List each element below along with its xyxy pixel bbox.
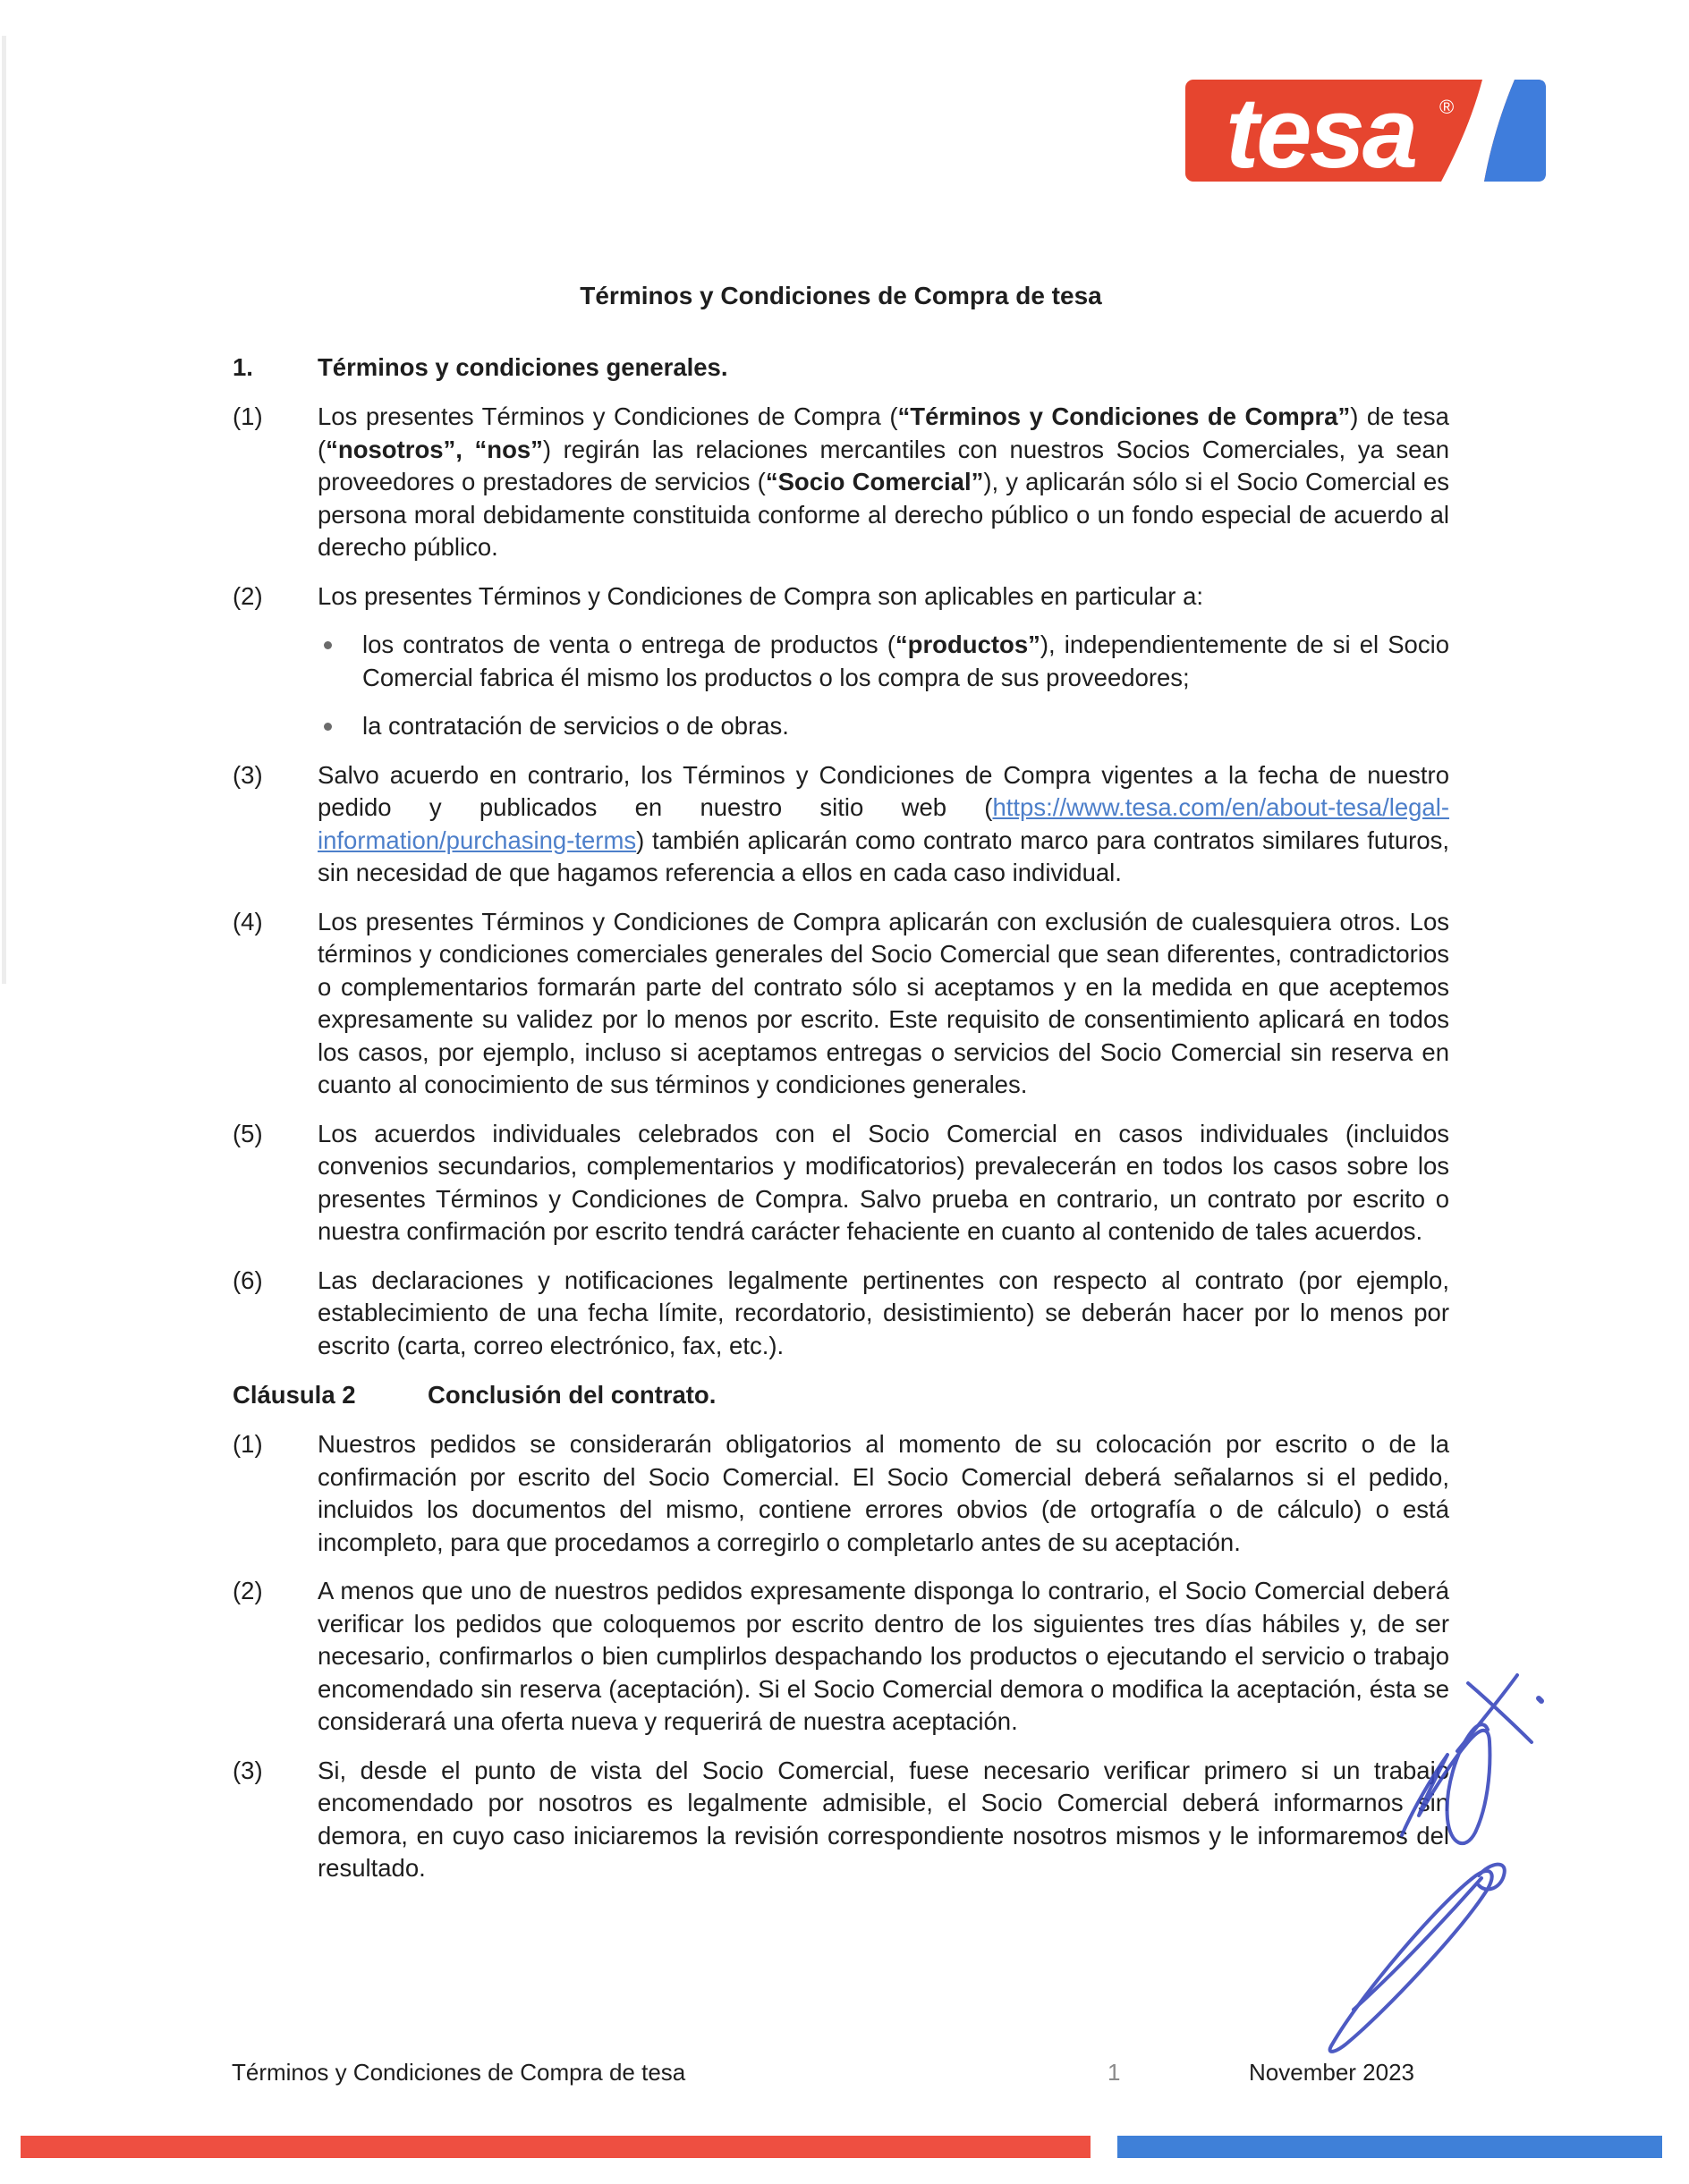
text-run: Los acuerdos individuales celebrados con el Socio Comercial en casos individuales (incluidos convenios secundarios, complementarios y modificatorios) prevalecerán en todos los casos sobre los presentes Términos y Condiciones de Compra. Salvo prueba en contrario, un contrato por escrito o nuestra confirmación por escrito tendrá carácter fehaciente en cuanto al contenido de tales acuerdos.	[318, 1119, 1449, 1245]
numbered-paragraph	[233, 1265, 1449, 1363]
paragraph-number: (2)	[233, 581, 263, 610]
numbered-paragraph	[233, 401, 1449, 564]
bullet-item	[318, 710, 1449, 743]
bullet-icon	[324, 641, 332, 649]
section-heading	[233, 1378, 1449, 1412]
paragraph-number: (3)	[233, 760, 263, 789]
numbered-paragraph	[233, 1428, 1449, 1559]
text-run: Salvo acuerdo en contrario, los Términos y Condiciones de Compra vigentes a la fecha de nuestro pedido y publicados en nuestro sitio web (	[318, 760, 1449, 821]
bold-text-run: “Términos y Condiciones de Compra”	[897, 402, 1351, 430]
bold-text-run: “productos”	[895, 631, 1040, 658]
page-footer	[0, 2059, 1689, 2095]
pen-oval-outline	[1330, 1871, 1492, 2052]
pen-oval-inner-line	[1354, 1878, 1481, 2010]
paragraph-text	[318, 1755, 1449, 1885]
text-run: A menos que uno de nuestros pedidos expresamente disponga lo contrario, el Socio Comercial deberá verificar los pedidos que coloquemos por escrito dentro de los siguientes tres días hábiles y, de ser necesario, confirmarlos o bien cumplirlos despachando los productos o ejecutando el servicio o trabajo encomendado sin reserva (aceptación). Si el Socio Comercial demora o modifica la aceptación, ésta se considerará una oferta nueva y requerirá de nuestra aceptación.	[318, 1577, 1449, 1735]
paragraph-number: (5)	[233, 1119, 263, 1147]
numbered-paragraph	[233, 759, 1449, 890]
footer-brand-bars	[0, 2134, 1689, 2159]
heading-text: Términos y condiciones generales.	[318, 353, 728, 381]
paragraph-text	[318, 906, 1449, 1102]
text-run: ), y aplicarán sólo si el Socio Comercial es persona moral debidamente constituida conforme al derecho público o un fondo especial de acuerdo al derecho público.	[318, 468, 1449, 561]
numbered-paragraph	[233, 906, 1449, 1102]
paragraph-text	[318, 1118, 1449, 1249]
paragraph-text	[318, 580, 1449, 614]
paragraph-number: (3)	[233, 1756, 263, 1784]
registered-trademark-icon: ®	[1439, 96, 1455, 118]
paragraph-number: (2)	[233, 1577, 263, 1604]
text-run: Los presentes Términos y Condiciones de Compra aplicarán con exclusión de cualesquiera otros. Los términos y condiciones comerciales generales del Socio Comercial que sean diferentes, contradictorios o complementarios formarán parte del contrato sólo si aceptamos y en la medida en que aceptemos expresamente su validez por lo menos por escrito. Este requisito de consentimiento aplicará en todos los casos, por ejemplo, incluso si aceptamos entregas o servicios del Socio Comercial sin reserva en cuanto al conocimiento de sus términos y condiciones generales.	[318, 907, 1449, 1098]
text-run: ), independientemente de si el Socio Comercial fabrica él mismo los productos o los compra de sus proveedores;	[362, 631, 1449, 691]
section-heading	[233, 351, 1449, 385]
text-run: la contratación de servicios o de obras.	[362, 712, 789, 740]
text-run: Si, desde el punto de vista del Socio Comercial, fuese necesario verificar primero si un trabajo encomendado por nosotros es legalmente admisible, el Socio Comercial deberá informarnos sin demora, en cuyo caso iniciaremos la revisión correspondiente nosotros mismos y le informaremos del resultado.	[318, 1756, 1449, 1882]
footer-red-bar	[21, 2136, 1091, 2158]
footer-date: November 2023	[1249, 2059, 1414, 2086]
footer-document-name: Términos y Condiciones de Compra de tesa	[232, 2059, 686, 2086]
bullet-item	[318, 629, 1449, 694]
bullet-icon	[324, 723, 332, 731]
numbered-paragraph	[233, 1118, 1449, 1249]
heading-text: Conclusión del contrato.	[428, 1381, 717, 1409]
text-run: Los presentes Términos y Condiciones de Compra son aplicables en particular a:	[318, 581, 1204, 610]
paragraph-number: (1)	[233, 1430, 263, 1458]
tesa-logo	[1185, 80, 1546, 182]
text-run: ) también aplicarán como contrato marco para contratos similares futuros, sin necesidad de que hagamos referencia a ellos en cada caso individual.	[318, 825, 1449, 886]
paragraph-number: (4)	[233, 907, 263, 935]
scan-edge-artifact	[2, 36, 6, 984]
url-link[interactable]: https://www.tesa.com/en/about-tesa/legal-information/purchasing-terms	[318, 793, 1449, 854]
footer-page-number: 1	[1108, 2059, 1121, 2086]
document-title: Términos y Condiciones de Compra de tesa	[580, 282, 1102, 309]
text-run: Nuestros pedidos se considerarán obligatorios al momento de su colocación por escrito o de la confirmación por escrito del Socio Comercial. El Socio Comercial deberá señalarnos si el pedido, incluidos los documentos del mismo, contiene errores obvios (de ortografía o de cálculo) o está incompleto, para que procedamos a corregirlo o completarlo antes de su aceptación.	[318, 1430, 1449, 1556]
bold-text-run: “nosotros”, “nos”	[326, 435, 543, 463]
paragraph-text	[318, 1428, 1449, 1559]
heading-number: Cláusula 2	[233, 1381, 356, 1409]
text-run: ) regirán las relaciones mercantiles con nuestros Socios Comerciales, ya sean proveedores o prestadores de servicios (	[318, 435, 1449, 495]
paragraph-text	[318, 1575, 1449, 1739]
paragraph-number: (6)	[233, 1266, 263, 1294]
paragraph-text	[318, 759, 1449, 890]
footer-blue-bar	[1117, 2136, 1662, 2158]
logo-wordmark: tesa	[1226, 80, 1416, 182]
numbered-paragraph	[233, 1575, 1449, 1739]
paragraph-text	[318, 1265, 1449, 1363]
numbered-paragraph	[233, 580, 1449, 614]
text-run: Las declaraciones y notificaciones legalmente pertinentes con respecto al contrato (por ejemplo, establecimiento de una fecha límite, recordatorio, desistimiento) se deberán hacer por lo menos por escrito (carta, correo electrónico, fax, etc.).	[318, 1266, 1449, 1359]
text-run: los contratos de venta o entrega de productos (	[362, 631, 895, 658]
bold-text-run: “Socio Comercial”	[765, 468, 984, 495]
text-run: Los presentes Términos y Condiciones de Compra (	[318, 402, 898, 430]
paragraph-text	[318, 401, 1449, 564]
text-run: ) de tesa (	[318, 402, 1449, 463]
numbered-paragraph	[233, 1755, 1449, 1885]
document-body	[233, 351, 1449, 1885]
paragraph-number: (1)	[233, 402, 263, 430]
heading-number: 1.	[233, 353, 253, 381]
